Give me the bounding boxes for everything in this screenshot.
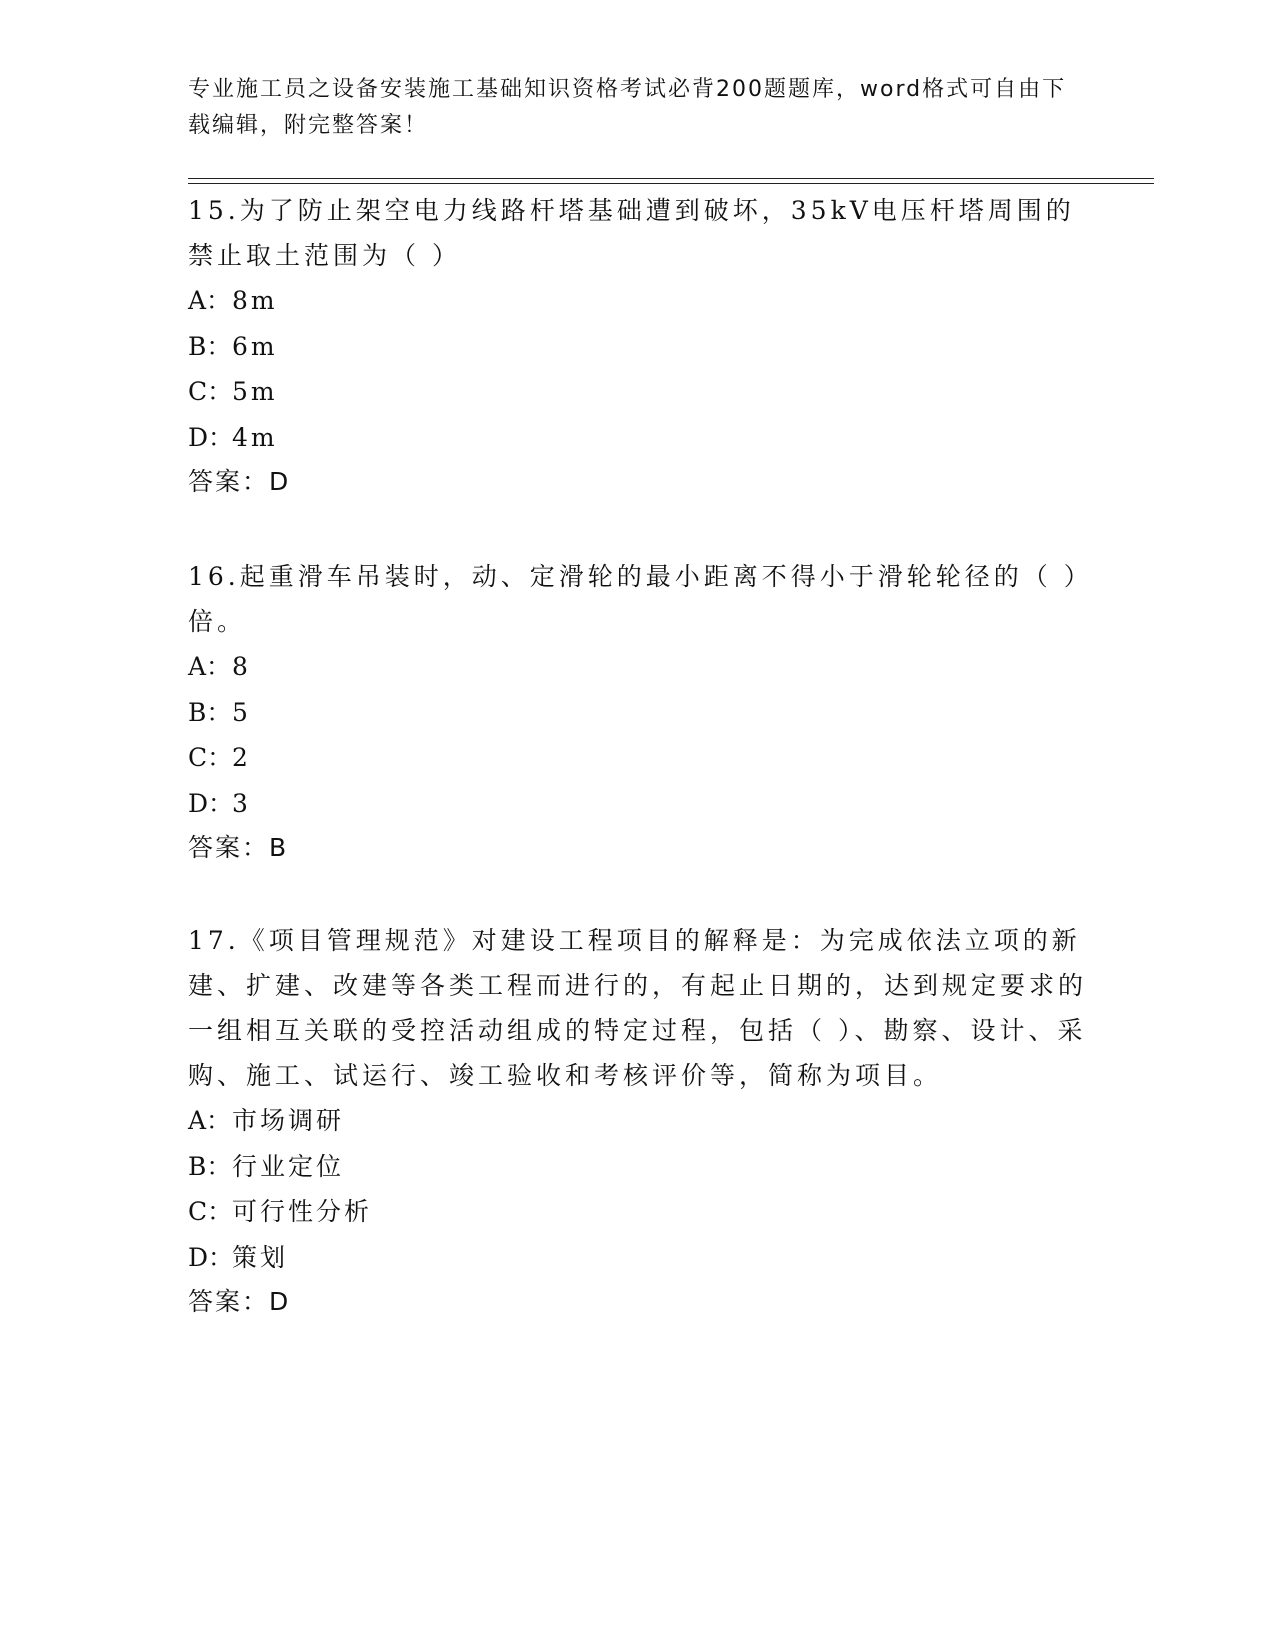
option-value: 策划	[232, 1242, 289, 1272]
option-value: 5	[232, 697, 251, 727]
option-key: D：	[188, 788, 234, 818]
header-divider-bottom	[188, 183, 1154, 184]
option-c	[188, 735, 1088, 781]
option-a	[188, 644, 1088, 690]
option-key: D：	[188, 422, 234, 452]
option-b	[188, 690, 1088, 736]
option-b	[188, 324, 1088, 370]
question-15	[188, 188, 1088, 504]
option-key: D：	[188, 1242, 234, 1272]
option-value: 2	[232, 743, 251, 772]
header-divider-top	[188, 178, 1154, 179]
question-text: 15.为了防止架空电力线路杆塔基础遭到破坏，35kV电压杆塔周围的禁止取土范围为（ ）	[188, 196, 1075, 270]
question-text: 17.《项目管理规范》对建设工程项目的解释是：为完成依法立项的新建、扩建、改建等各类工程而进行的，有起止日期的，达到规定要求的一组相互关联的受控活动组成的特定过程，包括（ ）、勘察、设计、采购、施工、试运行、竣工验收和考核评价等，简称为项目。	[188, 926, 1088, 1090]
option-value: 可行性分析	[232, 1197, 373, 1226]
option-value: 5m	[232, 377, 278, 406]
option-value: 8m	[232, 286, 278, 315]
question-16	[188, 554, 1088, 870]
option-c	[188, 369, 1088, 415]
answer-line: 答案：D	[188, 1287, 291, 1316]
option-d	[188, 1235, 1088, 1281]
option-key: A：	[188, 652, 232, 681]
answer-line: 答案：D	[188, 467, 291, 496]
option-key: A：	[188, 1106, 232, 1135]
option-value: 6m	[232, 331, 278, 361]
option-a	[188, 1098, 1088, 1144]
option-a	[188, 278, 1088, 324]
option-key: B：	[188, 331, 232, 361]
option-d	[188, 415, 1088, 461]
option-key: B：	[188, 697, 232, 727]
option-key: B：	[188, 1151, 232, 1181]
option-value: 8	[232, 652, 251, 681]
question-17	[188, 918, 1088, 1324]
document-header: 专业施工员之设备安装施工基础知识资格考试必背200题题库，word格式可自由下载编辑，附完整答案！	[188, 77, 1067, 138]
answer-line: 答案：B	[188, 833, 289, 862]
option-value: 市场调研	[232, 1106, 345, 1135]
option-value: 3	[232, 788, 251, 818]
option-key: A：	[188, 286, 232, 315]
option-key: C：	[188, 743, 233, 772]
option-key: C：	[188, 1197, 233, 1226]
option-value: 4m	[232, 422, 278, 452]
option-c	[188, 1189, 1088, 1235]
option-b	[188, 1144, 1088, 1190]
option-key: C：	[188, 377, 233, 406]
question-text: 16.起重滑车吊装时，动、定滑轮的最小距离不得小于滑轮轮径的（ ）倍。	[188, 562, 1081, 636]
option-d	[188, 781, 1088, 827]
option-value: 行业定位	[232, 1151, 345, 1181]
